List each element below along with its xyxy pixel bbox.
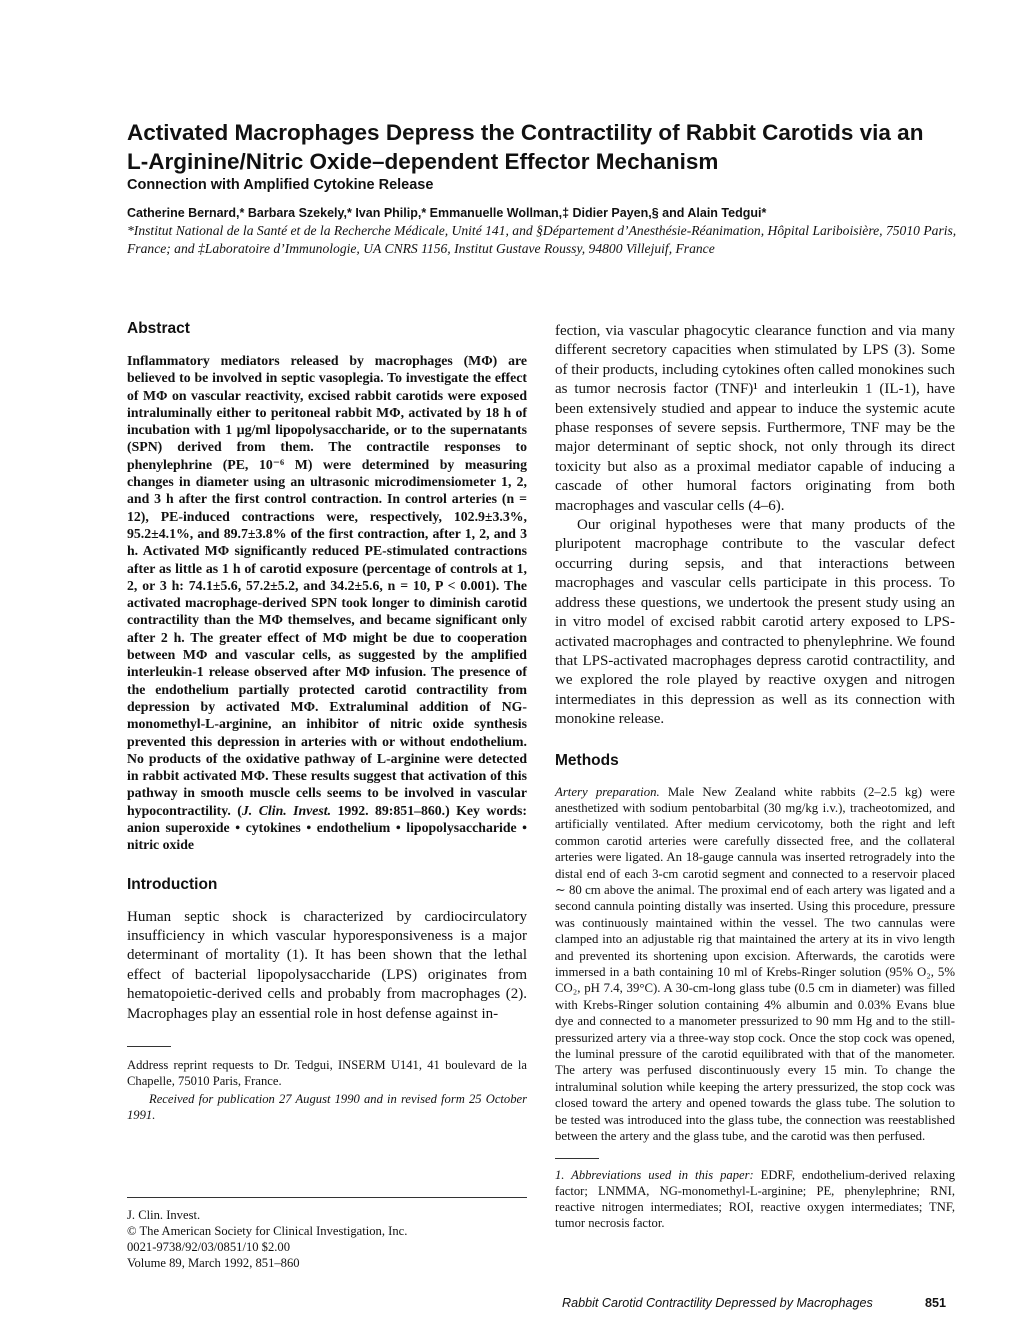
abbreviations-text: EDRF, endothelium-derived relaxing factor; LNMMA, NG-monomethyl-L-arginine; PE, phenylephrine; RNI, reactive nitrogen intermediates; ROI, reactive oxygen intermediates; TNF, tumor necrosis factor. (555, 1168, 955, 1231)
reprint-address: Address reprint requests to Dr. Tedgui, INSERM U141, 41 boulevard de la Chapelle, 75010 Paris, France. (127, 1058, 527, 1089)
running-footer: Rabbit Carotid Contractility Depressed by Macrophages (562, 1296, 873, 1310)
received-date: Received for publication 27 August 1990 and in revised form 25 October 1991. (127, 1092, 527, 1123)
abbreviation-divider (555, 1158, 599, 1159)
abstract-text: Inflammatory mediators released by macrophages (MΦ) are believed to be involved in septic vasoplegia. To investigate the effect of MΦ on vascular reactivity, excised rabbit carotids were exposed intraluminally either to peritoneal rabbit MΦ, activated by 18 h of incubation with 1 μg/ml lipopolysaccharide, or to the supernatants (SPN) derived from them. The contractile responses to phenylephrine (PE, 10⁻⁶ M) were determined by measuring changes in diameter using an ultrasonic microdimensiometer 1, 2, and 3 h after the first control contraction. In control arteries (n = 12), PE-induced contractions were, respectively, 102.9±3.3%, 95.2±4.1%, and 89.7±3.8% of the first contraction, after 1, 2, and 3 h. Activated MΦ significantly reduced PE-stimulated contractions after as little as 1 h of carotid exposure (percentage of controls at 1, 2, or 3 h: 74.1±5.6, 57.2±5.2, and 34.2±5.6, n = 10, P < 0.001). The activated macrophage-derived SPN took longer to diminish carotid contractility than the MΦ themselves, and became significant only after 2 h. The greater effect of MΦ might be due to cooperation between MΦ and vascular cells, as suggested by the amplified interleukin-1 release observed after MΦ infusion. The presence of the endothelium partially protected carotid contractility from depression by activated MΦ. Extraluminal addition of NG-monomethyl-L-arginine, an inhibitor of nitric oxide synthesis prevented this depression in arteries with or without endothelium. No products of the oxidative pathway of L-arginine were detected in rabbit activated MΦ. These results suggest that activation of this pathway in smooth muscle cells seems to be involved in vascular hypocontractility. ( (127, 353, 527, 818)
introduction-paragraph-2: Our original hypotheses were that many products of the pluripotent macrophage contribute to the vascular defect occurring during sepsis, and that interactions between macrophages and vascular cells participate in this process. To address these questions, we undertook the present study using an in vitro model of excised rabbit carotid artery exposed to LPS-activated macrophages and contracted to phenylephrine. We found that LPS-activated macrophages depress carotid contractility, and we explored the role played by reactive oxygen and nitrogen intermediates in this depression as well as its connection with monokine release. (555, 517, 955, 728)
abstract-heading: Abstract (127, 320, 190, 337)
journal-name: J. Clin. Invest. (127, 1208, 201, 1222)
methods-text: Male New Zealand white rabbits (2–2.5 kg) were anesthetized with sodium pentobarbital (30 mg/kg i.v.), tracheotomized, and artificially ventilated. After medium cervicotomy, both the right and left common carotid arteries were carefully dissected free, and the collateral arteries were ligated. An 18-gauge cannula was inserted retrogradely into the distal end of each 3-cm carotid segment and connected to a reservoir placed ∼ 80 cm above the animal. The proximal end of each artery was ligated and a second cannula pointing distally was inserted. Using this procedure, pressure was continuously maintained within the vessel. The two cannulas were clamped into an adjustable rig that maintained the artery at its in vivo length and prevented its shortening upon excision. Afterwards, the carotids were immersed in a bath containing 10 ml of Krebs-Ringer solution (95% O₂, 5% CO₂, pH 7.4, 39°C). A 30-cm-long glass tube (0.5 cm in diameter) was filled with Krebs-Ringer solution containing 4% albumin and 0.03% Evans blue dye and connected to a manometer pressurized to 90 mm Hg and to the still-pressurized artery via a three-way stop cock. Once the stop cock was opened, the luminal pressure of the carotid equilibrated with that of the manometer. The artery was perfused discontinuously every 15 min. To change the intraluminal solution while keeping the artery pressurized, the stop cock was closed toward the artery and opened towards the glass tube. The solution to be tested was introduced into the glass tube, the connection was reestablished between the artery and the glass tube, and the carotid was then perfused. (555, 784, 955, 1144)
introduction-paragraph-1-cont: fection, via vascular phagocytic clearance function and via many different secretory capacities when stimulated by LPS (3). Some of their products, including cytokines often called monokines such as tumor necrosis factor (TNF)¹ and interleukin 1 (IL-1), have been extensively studied and appear to induce the systemic acute phase responses of severe sepsis. Furthermore, TNF may be the major determinant of septic shock, not only through its direct toxicity but also as a proximal mediator capable of inducing a cascade of other humoral factors originating from both macrophages and vascular cells (4–6). (555, 323, 955, 514)
abbreviations-footnote (555, 1167, 955, 1231)
article-title: Activated Macrophages Depress the Contractility of Rabbit Carotids via an L-Arginine/Nitric Oxide–dependent Effector Mechanism (127, 120, 924, 174)
volume-info: Volume 89, March 1992, 851–860 (127, 1256, 300, 1270)
abstract-body (127, 352, 527, 854)
methods-subheading: Artery preparation. (555, 784, 660, 799)
abstract-keywords: 1992. 89:851–860.) Key words: anion superoxide • cytokines • endothelium • lipopolysaccharide • nitric oxide (127, 802, 527, 853)
methods-artery-preparation (555, 784, 955, 1145)
journal-info (127, 1207, 527, 1271)
footnote-divider (127, 1046, 171, 1047)
author-list: Catherine Bernard,* Barbara Szekely,* Ivan Philip,* Emmanuelle Wollman,‡ Didier Payen,§ and Alain Tedgui* (127, 206, 767, 220)
affiliation: *Institut National de la Santé et de la Recherche Médicale, Unité 141, and §Département d’Anesthésie-Réanimation, Hôpital Lariboisière, 75010 Paris, France; and ‡Laboratoire d’Immunologie, UA CNRS 1156, Institut Gustave Roussy, 94800 Villejuif, France (127, 223, 957, 256)
introduction-heading: Introduction (127, 875, 218, 893)
journal-divider (127, 1197, 527, 1198)
methods-heading: Methods (555, 751, 619, 769)
introduction-paragraph-1-start: Human septic shock is characterized by cardiocirculatory insufficiency in which vascular hyporesponsiveness is a major determinant of mortality (1). It has been shown that the lethal effect of bacterial lipopolysaccharide (LPS) originates from hematopoietic-derived cells and probably from macrophages (2). Macrophages play an essential role in host defense against in- (127, 908, 527, 1022)
abstract-citation: J. Clin. Invest. (241, 802, 332, 818)
article-subtitle: Connection with Amplified Cytokine Release (127, 177, 434, 193)
copyright: © The American Society for Clinical Investigation, Inc. (127, 1224, 408, 1238)
right-column (555, 320, 955, 1231)
left-column (127, 320, 527, 1123)
issn: 0021-9738/92/03/0851/10 $2.00 (127, 1240, 291, 1254)
abbreviations-lead: 1. Abbreviations used in this paper: (555, 1168, 754, 1183)
page-number: 851 (925, 1296, 947, 1310)
